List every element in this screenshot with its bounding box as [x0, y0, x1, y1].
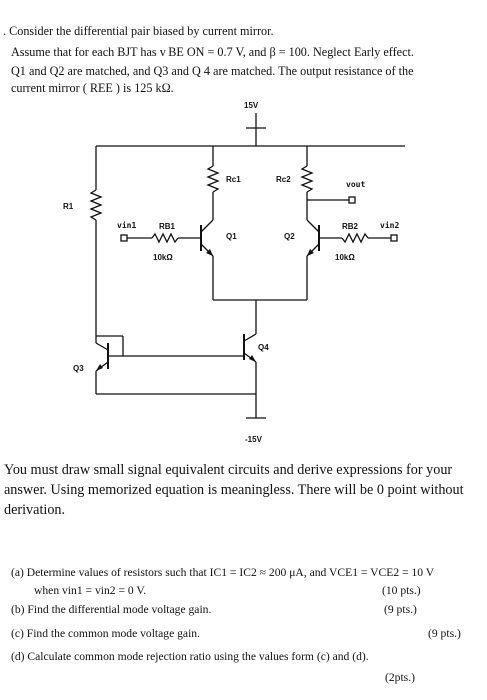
rc2-label: Rc2 [276, 175, 291, 184]
rb2-value: 10kΩ [335, 253, 355, 262]
question-c-points: (9 pts.) [428, 627, 461, 640]
intro-line-4: current mirror ( REE ) is 125 kΩ. [11, 81, 174, 95]
rb2-label: RB2 [342, 222, 359, 231]
instruction-paragraph: You must draw small signal equivalent circuits and derive expressions for your answer. Using memorized equation is meaningless. There will be 0 point without derivation. [4, 462, 464, 518]
question-c: (c) Find the common mode voltage gain. [11, 627, 200, 640]
rb1-value: 10kΩ [153, 253, 173, 262]
vin1-label: vin1 [117, 221, 137, 230]
intro-line-3: Q1 and Q2 are matched, and Q3 and Q 4 are matched. The output resistance of the [11, 64, 414, 78]
vout-label: vout [346, 180, 366, 189]
q1-label: Q1 [226, 232, 237, 241]
q4-label: Q4 [258, 343, 269, 352]
q2-label: Q2 [284, 232, 295, 241]
intro-line-2: Assume that for each BJT has v BE ON = 0.7 V, and β = 100. Neglect Early effect. [11, 45, 414, 59]
rc1-label: Rc1 [226, 175, 241, 184]
question-d: (d) Calculate common mode rejection ratio using the values form (c) and (d). [11, 650, 369, 663]
question-a-points: (10 pts.) [382, 584, 421, 597]
vee-label: -15V [245, 435, 262, 444]
vin2-label: vin2 [380, 221, 400, 230]
intro-line-1: . Consider the differential pair biased by current mirror. [3, 24, 274, 38]
rb1-label: RB1 [159, 222, 176, 231]
question-b: (b) Find the differential mode voltage gain. [11, 603, 212, 616]
question-a-line-2: when vin1 = vin2 = 0 V. [34, 584, 147, 597]
question-b-points: (9 pts.) [384, 603, 417, 616]
question-a-line-1: (a) Determine values of resistors such that IC1 = IC2 ≈ 200 μA, and VCE1 = VCE2 = 10 V [11, 566, 435, 579]
q3-label: Q3 [73, 364, 84, 373]
vcc-label: 15V [244, 101, 259, 110]
r1-label: R1 [63, 202, 74, 211]
question-d-points: (2pts.) [385, 671, 415, 684]
